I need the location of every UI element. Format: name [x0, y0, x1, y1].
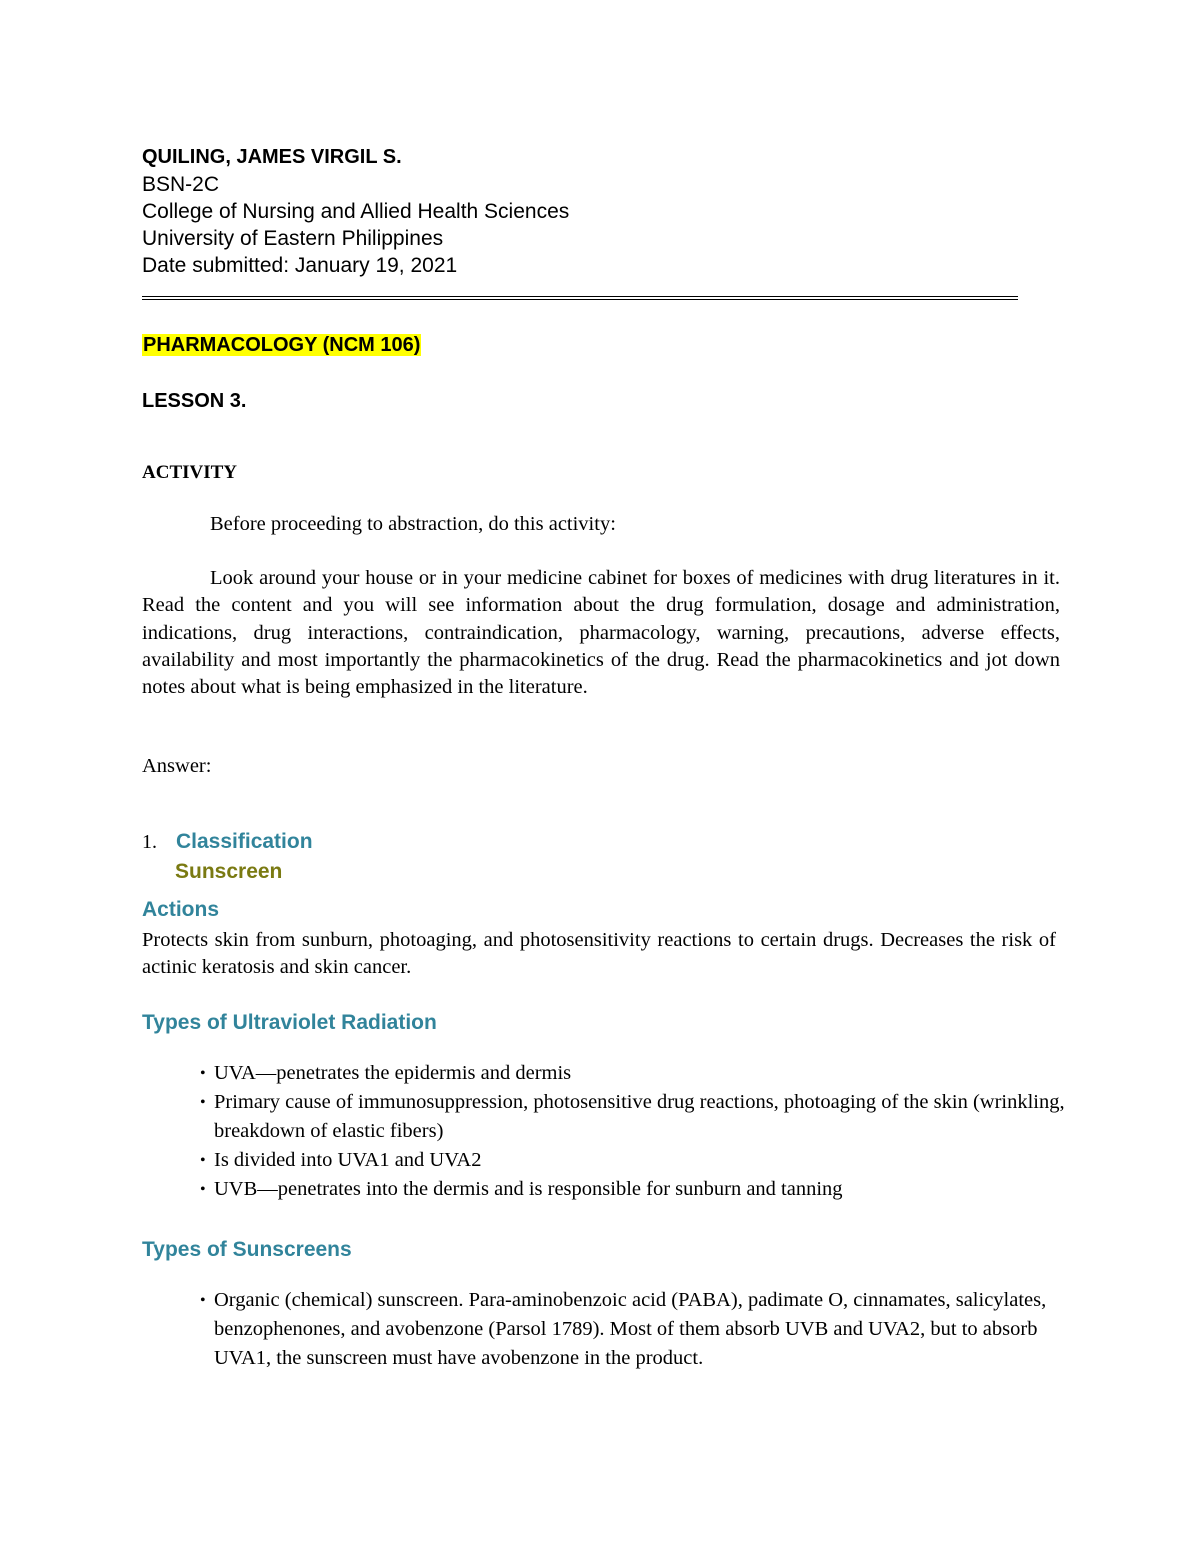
classification-item: [142, 830, 313, 854]
list-item-text: Organic (chemical) sunscreen. Para-aminobenzoic acid (PABA), padimate O, cinnamates, salicylates, benzophenones, and avobenzone (Parsol 1789). Most of them absorb UVB and UVA2, but to absorb UVA1, the sunscreen must have avobenzone in the product.: [214, 1289, 1047, 1369]
bullet-icon: •: [200, 1094, 206, 1111]
student-header: [142, 144, 1042, 279]
list-item-text: UVA—penetrates the epidermis and dermis: [214, 1062, 572, 1084]
list-item: [200, 1088, 1070, 1146]
sunscreen-types-list: [200, 1286, 1070, 1373]
bullet-icon: •: [200, 1181, 206, 1198]
student-university: University of Eastern Philippines: [142, 227, 444, 250]
uv-types-heading: Types of Ultraviolet Radiation: [142, 1011, 437, 1034]
classification-label: Classification: [176, 830, 313, 853]
answer-label: Answer:: [142, 755, 212, 777]
course-title: [142, 332, 421, 358]
course-title-highlight: PHARMACOLOGY (NCM 106): [143, 334, 421, 356]
bullet-icon: •: [200, 1292, 206, 1309]
activity-task: Look around your house or in your medicine cabinet for boxes of medicines with drug literatures in it. Read the content and you will see information about the drug formulation, dosage and administration, indications, drug interactions, contraindication, pharmacology, warning, precautions, adverse effects, availability and most importantly the pharmacokinetics of the drug. Read the pharmacokinetics and jot down notes about what is being emphasized in the literature.: [142, 567, 1060, 699]
sunscreen-types-heading: Types of Sunscreens: [142, 1238, 352, 1261]
list-item-text: UVB—penetrates into the dermis and is responsible for sunburn and tanning: [214, 1178, 843, 1200]
student-college: College of Nursing and Allied Health Sciences: [142, 200, 570, 223]
activity-heading: ACTIVITY: [142, 462, 238, 483]
actions-heading: Actions: [142, 898, 220, 921]
uv-types-list: [200, 1059, 1070, 1204]
lesson-title: LESSON 3.: [142, 390, 247, 412]
bullet-icon: •: [200, 1152, 206, 1169]
list-item: [200, 1059, 1070, 1088]
date-submitted: Date submitted: January 19, 2021: [142, 254, 458, 277]
list-item: [200, 1146, 1070, 1175]
activity-instruction: Before proceeding to abstraction, do this activity:: [210, 513, 616, 535]
list-item: [200, 1286, 1070, 1373]
classification-value: Sunscreen: [175, 860, 283, 883]
bullet-icon: •: [200, 1065, 206, 1082]
item-number: 1.: [142, 831, 157, 853]
list-item-text: Is divided into UVA1 and UVA2: [214, 1149, 482, 1171]
student-section: BSN-2C: [142, 173, 220, 196]
list-item-text: Primary cause of immunosuppression, photosensitive drug reactions, photoaging of the skin (wrinkling, breakdown of elastic fibers): [214, 1091, 1065, 1142]
actions-text: Protects skin from sunburn, photoaging, and photosensitivity reactions to certain drugs. Decreases the risk of actinic keratosis and skin cancer.: [142, 929, 1056, 979]
student-name: QUILING, JAMES VIRGIL S.: [142, 146, 402, 168]
header-divider: [142, 296, 1018, 300]
list-item: [200, 1175, 1070, 1204]
